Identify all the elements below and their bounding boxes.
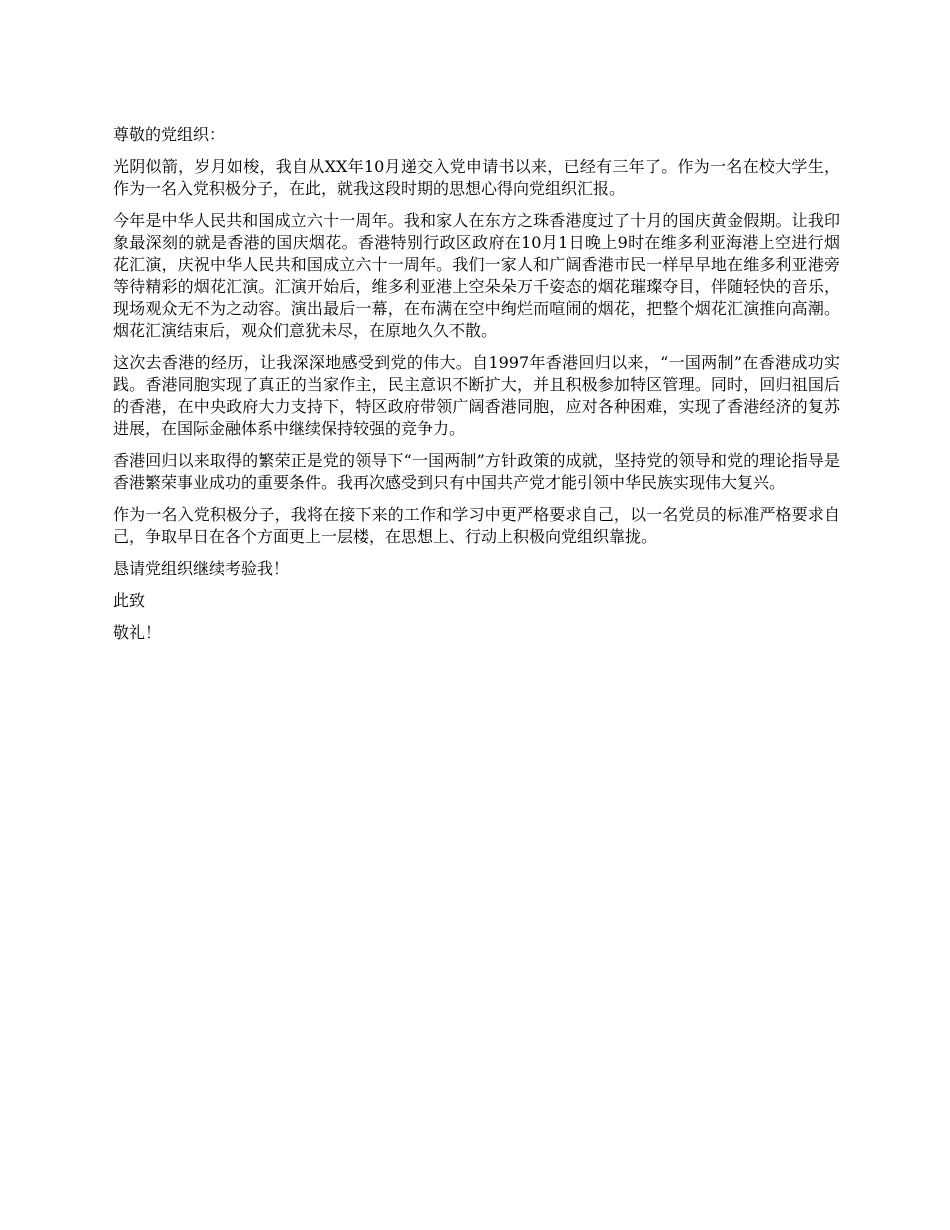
paragraph-5: 作为一名入党积极分子，我将在接下来的工作和学习中更严格要求自己，以一名党员的标准严格要求自己，争取早日在各个方面更上一层楼，在思想上、行动上积极向党组织靠拢。 <box>113 505 840 546</box>
letter-body <box>113 124 840 654</box>
salutation: 尊敬的党组织： <box>113 125 226 144</box>
request-line: 恳请党组织继续考验我！ <box>113 559 290 578</box>
paragraph-1: 光阴似箭，岁月如梭，我自从XX年10月递交入党申请书以来，已经有三年了。作为一名在校大学生，作为一名入党积极分子，在此，就我这段时期的思想心得向党组织汇报。 <box>113 157 840 198</box>
paragraph-4: 香港回归以来取得的繁荣正是党的领导下“一国两制”方针政策的成就，坚持党的领导和党的理论指导是香港繁荣事业成功的重要条件。我再次感受到只有中国共产党才能引领中华民族实现伟大复兴。 <box>113 451 840 492</box>
closing-line-2: 敬礼！ <box>113 623 162 642</box>
paragraph-3: 这次去香港的经历，让我深深地感受到党的伟大。自1997年香港回归以来，“一国两制”在香港成功实践。香港同胞实现了真正的当家作主，民主意识不断扩大，并且积极参加特区管理。同时，回归祖国后的香港，在中央政府大力支持下，特区政府带领广阔香港同胞，应对各种困难，实现了香港经济的复苏进展，在国际金融体系中继续保持较强的竞争力。 <box>113 353 840 438</box>
paragraph-2: 今年是中华人民共和国成立六十一周年。我和家人在东方之珠香港度过了十月的国庆黄金假期。让我印象最深刻的就是香港的国庆烟花。香港特别行政区政府在10月1日晚上9时在维多利亚海港上空进行烟花汇演，庆祝中华人民共和国成立六十一周年。我们一家人和广阔香港市民一样早早地在维多利亚港旁等待精彩的烟花汇演。汇演开始后，维多利亚港上空朵朵万千姿态的烟花璀璨夺目，伴随轻快的音乐，现场观众无不为之动容。演出最后一幕，在布满在空中绚烂而喧闹的烟花，把整个烟花汇演推向高潮。烟花汇演结束后，观众们意犹未尽，在原地久久不散。 <box>113 211 840 340</box>
closing-line-1: 此致 <box>113 591 146 610</box>
